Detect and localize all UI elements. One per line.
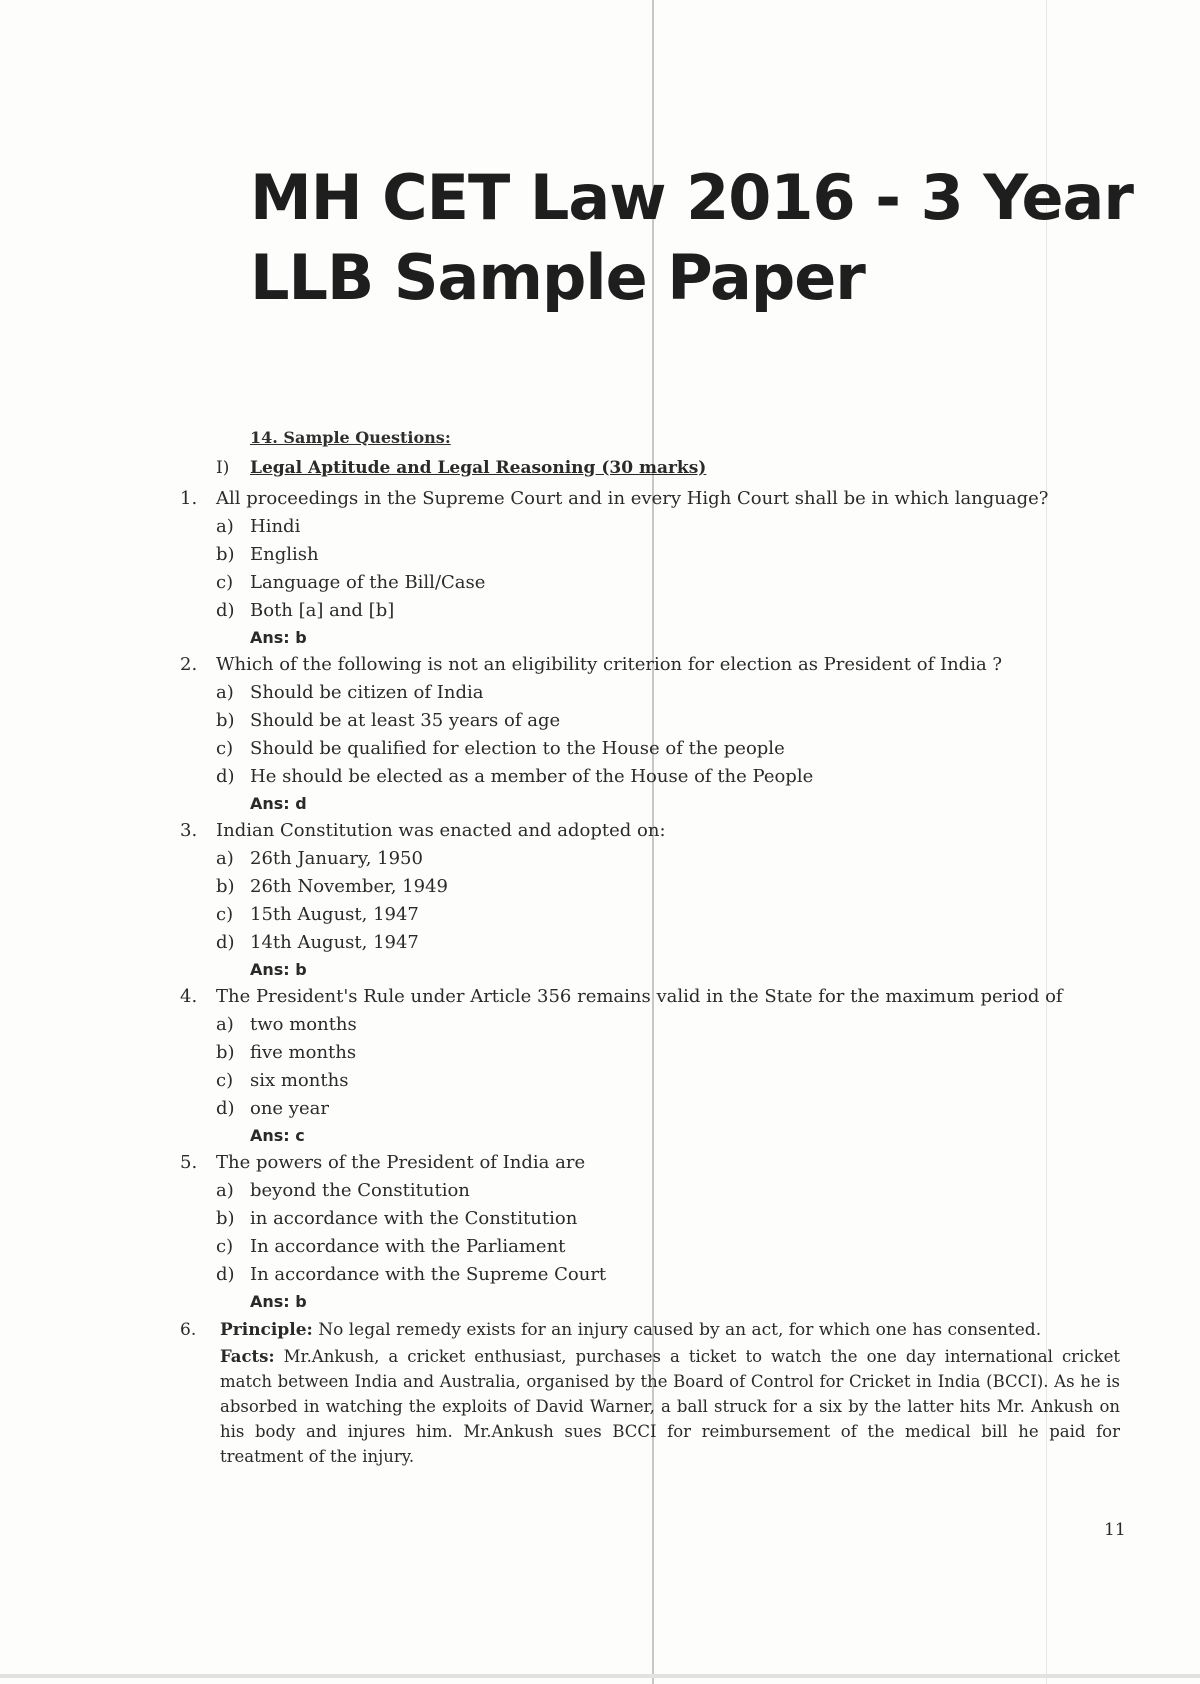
answer: Ans: b bbox=[250, 1291, 307, 1311]
option-text: 14th August, 1947 bbox=[250, 931, 419, 953]
option-label: c) bbox=[216, 1069, 234, 1091]
option-c bbox=[180, 568, 1120, 596]
option-a bbox=[180, 1176, 1120, 1204]
principle-text: No legal remedy exists for an injury caused by an act, for which one has consented. bbox=[318, 1320, 1042, 1340]
option-label: d) bbox=[216, 599, 235, 621]
option-b bbox=[180, 872, 1120, 900]
option-text: six months bbox=[250, 1069, 349, 1091]
option-text: In accordance with the Supreme Court bbox=[250, 1263, 607, 1285]
facts-text: Mr.Ankush, a cricket enthusiast, purchases a ticket to watch the one day international cricket match between India and Australia, organised by the Board of Control for Cricket in India (BCCI). As he is absorbed in watching the exploits of David Warner, a ball struck for a six by the latter hits Mr. Ankush on his body and injures him. Mr.Ankush sues BCCI for reimbursement of the medical bill he paid for treatment of the injury. bbox=[220, 1347, 1120, 1466]
option-text: Hindi bbox=[250, 515, 301, 537]
option-label: a) bbox=[216, 1013, 234, 1035]
question-text: All proceedings in the Supreme Court and in every High Court shall be in which language? bbox=[216, 487, 1049, 509]
option-a bbox=[180, 844, 1120, 872]
option-a bbox=[180, 512, 1120, 540]
question-4 bbox=[180, 982, 1120, 1148]
option-text: Should be citizen of India bbox=[250, 681, 484, 703]
option-label: a) bbox=[216, 847, 234, 869]
option-text: Should be qualified for election to the House of the people bbox=[250, 737, 785, 759]
question-text: Which of the following is not an eligibility criterion for election as President of India ? bbox=[216, 653, 1003, 675]
facts-paragraph bbox=[180, 1344, 1120, 1469]
option-text: In accordance with the Parliament bbox=[250, 1235, 566, 1257]
option-text: English bbox=[250, 543, 319, 565]
option-a bbox=[180, 678, 1120, 706]
option-label: c) bbox=[216, 737, 234, 759]
option-text: He should be elected as a member of the House of the People bbox=[250, 765, 814, 787]
scan-bottom-edge bbox=[0, 1674, 1200, 1678]
option-d bbox=[180, 762, 1120, 790]
part-number: I) bbox=[216, 458, 230, 478]
option-label: d) bbox=[216, 931, 235, 953]
option-text: 26th November, 1949 bbox=[250, 875, 448, 897]
option-b bbox=[180, 1204, 1120, 1232]
option-c bbox=[180, 1232, 1120, 1260]
option-b bbox=[180, 540, 1120, 568]
option-text: Both [a] and [b] bbox=[250, 599, 395, 621]
question-number: 5. bbox=[180, 1151, 198, 1173]
answer: Ans: d bbox=[250, 793, 307, 813]
question-number: 1. bbox=[180, 487, 198, 509]
page-title bbox=[250, 158, 1150, 318]
page-number: 11 bbox=[1104, 1520, 1126, 1540]
option-text: beyond the Constitution bbox=[250, 1179, 470, 1201]
page-title-line-1: MH CET Law 2016 - 3 Year bbox=[250, 161, 1133, 234]
option-label: d) bbox=[216, 1097, 235, 1119]
option-d bbox=[180, 928, 1120, 956]
option-text: one year bbox=[250, 1097, 329, 1119]
option-d bbox=[180, 1094, 1120, 1122]
option-label: b) bbox=[216, 1041, 235, 1063]
question-number: 4. bbox=[180, 985, 198, 1007]
option-d bbox=[180, 596, 1120, 624]
facts-label: Facts: bbox=[220, 1347, 275, 1366]
option-text: 15th August, 1947 bbox=[250, 903, 419, 925]
option-d bbox=[180, 1260, 1120, 1288]
option-label: c) bbox=[216, 903, 234, 925]
answer: Ans: c bbox=[250, 1125, 305, 1145]
option-label: b) bbox=[216, 709, 235, 731]
question-5 bbox=[180, 1148, 1120, 1314]
option-label: d) bbox=[216, 1263, 235, 1285]
question-2 bbox=[180, 650, 1120, 816]
option-label: d) bbox=[216, 765, 235, 787]
question-text: Indian Constitution was enacted and adopted on: bbox=[216, 819, 666, 841]
option-label: a) bbox=[216, 681, 234, 703]
option-b bbox=[180, 706, 1120, 734]
option-text: in accordance with the Constitution bbox=[250, 1207, 578, 1229]
answer: Ans: b bbox=[250, 627, 307, 647]
principle-label: Principle: bbox=[220, 1320, 313, 1340]
question-text: The powers of the President of India are bbox=[216, 1151, 586, 1173]
option-label: b) bbox=[216, 875, 235, 897]
option-text: Should be at least 35 years of age bbox=[250, 709, 561, 731]
answer: Ans: b bbox=[250, 959, 307, 979]
question-6 bbox=[180, 1316, 1120, 1469]
part-title: Legal Aptitude and Legal Reasoning (30 marks) bbox=[250, 458, 707, 478]
option-text: 26th January, 1950 bbox=[250, 847, 423, 869]
option-label: b) bbox=[216, 1207, 235, 1229]
question-1 bbox=[180, 484, 1120, 650]
option-text: Language of the Bill/Case bbox=[250, 571, 486, 593]
option-c bbox=[180, 1066, 1120, 1094]
option-c bbox=[180, 900, 1120, 928]
option-label: a) bbox=[216, 1179, 234, 1201]
option-b bbox=[180, 1038, 1120, 1066]
part-heading bbox=[216, 458, 706, 478]
question-number: 2. bbox=[180, 653, 198, 675]
option-label: a) bbox=[216, 515, 234, 537]
option-label: b) bbox=[216, 543, 235, 565]
question-number: 3. bbox=[180, 819, 198, 841]
page-title-line-2: LLB Sample Paper bbox=[250, 241, 865, 314]
section-heading: 14. Sample Questions: bbox=[250, 428, 451, 447]
question-text: The President's Rule under Article 356 remains valid in the State for the maximum period of bbox=[216, 985, 1063, 1007]
option-label: c) bbox=[216, 571, 234, 593]
option-label: c) bbox=[216, 1235, 234, 1257]
option-a bbox=[180, 1010, 1120, 1038]
option-text: five months bbox=[250, 1041, 357, 1063]
option-text: two months bbox=[250, 1013, 357, 1035]
question-3 bbox=[180, 816, 1120, 982]
option-c bbox=[180, 734, 1120, 762]
question-number: 6. bbox=[180, 1320, 197, 1340]
